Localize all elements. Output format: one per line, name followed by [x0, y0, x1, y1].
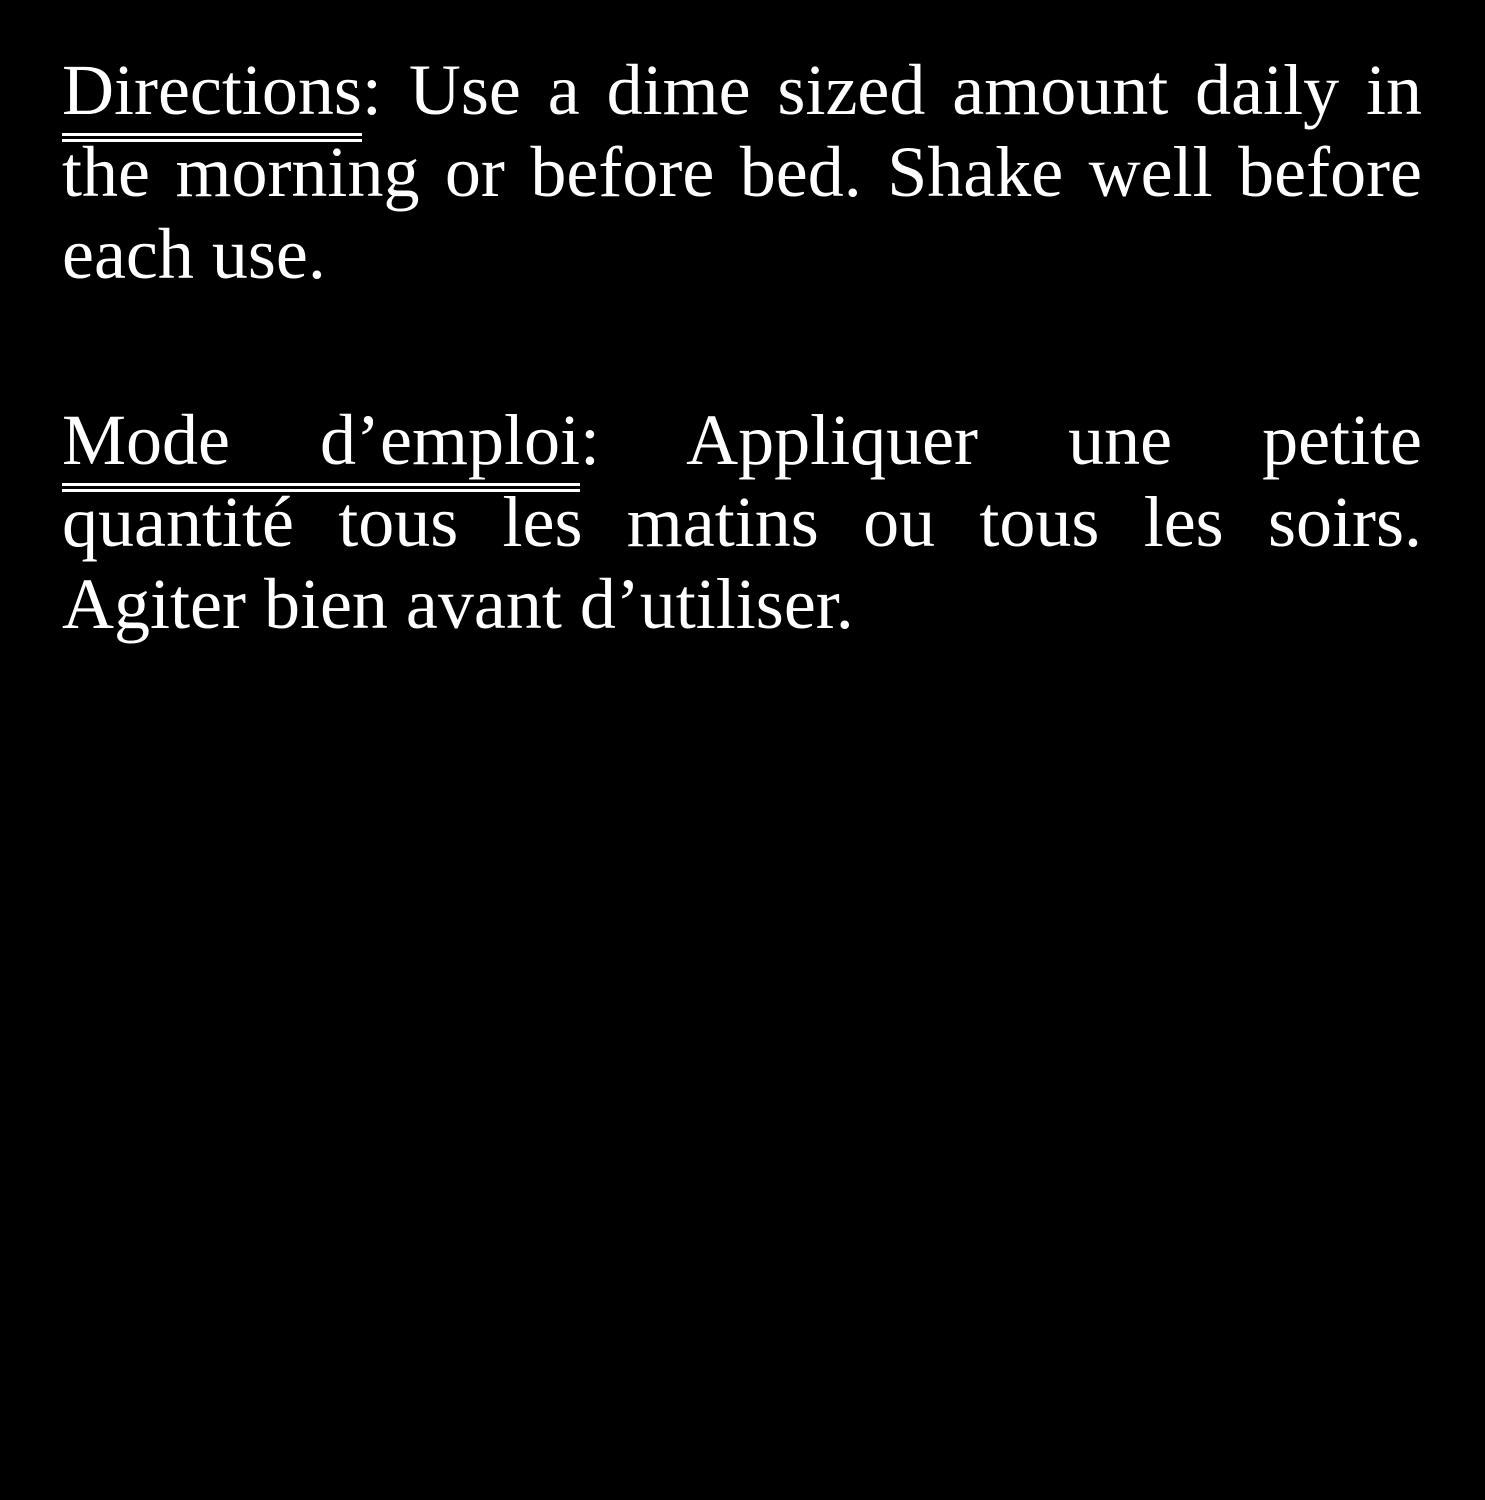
directions-en-line-1-text: Use a dime sized amount daily in — [381, 50, 1422, 130]
directions-heading-colon: : — [361, 50, 382, 130]
directions-en-line-3: each use. — [62, 214, 326, 294]
directions-en-paragraph — [62, 49, 1422, 295]
mode-demploi-heading-colon: : — [579, 400, 600, 480]
mode-demploi-fr-paragraph — [62, 399, 1422, 645]
mode-demploi-fr-line-3: Agiter bien avant d’utiliser. — [62, 564, 854, 644]
mode-demploi-fr-line-2: quantité tous les matins ou tous les soirs. — [62, 482, 1422, 562]
directions-en-line-1 — [62, 49, 1422, 131]
directions-heading: Directions — [62, 50, 362, 142]
mode-demploi-heading: Mode d’emploi — [62, 400, 580, 492]
mode-demploi-fr-line-1 — [62, 399, 1422, 481]
mode-demploi-fr-line-1-text: Appliquer une petite — [600, 400, 1422, 480]
directions-en-line-2: the morning or before bed. Shake well before — [62, 132, 1422, 212]
